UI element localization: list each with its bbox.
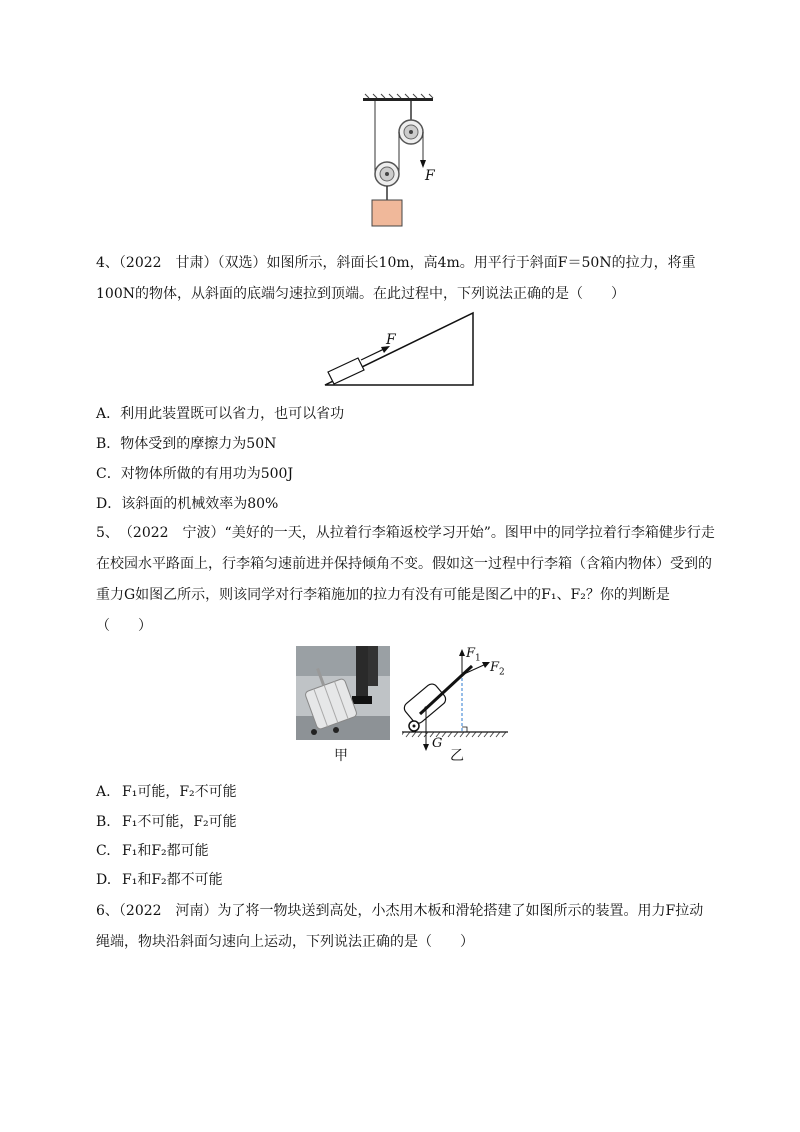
option-letter: B. [96, 814, 111, 830]
option-letter: D. [96, 872, 112, 888]
option-letter: C． [96, 466, 121, 482]
option-letter: D． [96, 496, 122, 512]
f2-letter: F [490, 660, 500, 675]
option-letter: B． [96, 436, 121, 452]
q5-option-c[interactable] [96, 841, 209, 861]
option-letter: C. [96, 843, 111, 859]
option-text: F₁和F₂都可能 [122, 843, 209, 859]
q5-option-a[interactable] [96, 782, 237, 802]
q5-option-b[interactable] [96, 812, 237, 832]
question-4-text: 4、（2022 甘肃）（双选）如图所示，斜面长10m，高4m。用平行于斜面F＝50N的拉力，将重100N的物体，从斜面的底端匀速拉到顶端。在此过程中，下列说法正确的是（ ） [96, 255, 696, 302]
caption-yi: 乙 [450, 748, 464, 764]
option-letter: A. [96, 784, 111, 800]
option-text: F₁不可能，F₂可能 [122, 814, 237, 830]
option-text: 该斜面的机械效率为80% [121, 496, 279, 512]
f2-subscript: 2 [499, 667, 505, 678]
pulley-force-label: F [425, 168, 435, 184]
question-6-text: 6、（2022 河南）为了将一物块送到高处，小杰用木板和滑轮搭建了如图所示的装置。用力F拉动绳端，物块沿斜面匀速向上运动，下列说法正确的是（ ） [96, 903, 704, 950]
option-text: F₁可能，F₂不可能 [122, 784, 237, 800]
option-text: F₁和F₂都不可能 [122, 872, 223, 888]
g-label: G [432, 736, 443, 751]
question-5-text: 5、 （2022 宁波）“美好的一天，从拉着行李箱返校学习开始”。图甲中的同学拉着行李箱健步行走在校园水平路面上，行李箱匀速前进并保持倾角不变。假如这一过程中行李箱（含箱内物体）受到的重力G如图乙所示，则该同学对行李箱施加的拉力有没有可能是图乙中的F₁、F₂？你的判断是（ ） [96, 525, 715, 634]
luggage-photo [296, 646, 390, 740]
option-text: 对物体所做的有用功为500J [120, 466, 294, 482]
f1-letter: F [466, 646, 476, 661]
f1-label [466, 646, 481, 664]
option-text: 利用此装置既可以省力，也可以省功 [120, 406, 345, 422]
option-text: 物体受到的摩擦力为50N [120, 436, 277, 452]
pulley-figure [355, 92, 445, 232]
f1-subscript: 1 [475, 653, 481, 664]
q4-option-a[interactable] [96, 404, 344, 424]
q4-option-b[interactable] [96, 434, 276, 454]
q4-option-c[interactable] [96, 464, 293, 484]
q5-option-d[interactable] [96, 870, 223, 890]
f2-label [490, 660, 505, 678]
option-letter: A． [96, 406, 121, 422]
incline-force-label: F [386, 332, 396, 348]
caption-jia: 甲 [334, 748, 348, 764]
incline-figure [320, 308, 480, 390]
q4-option-d[interactable] [96, 494, 278, 514]
